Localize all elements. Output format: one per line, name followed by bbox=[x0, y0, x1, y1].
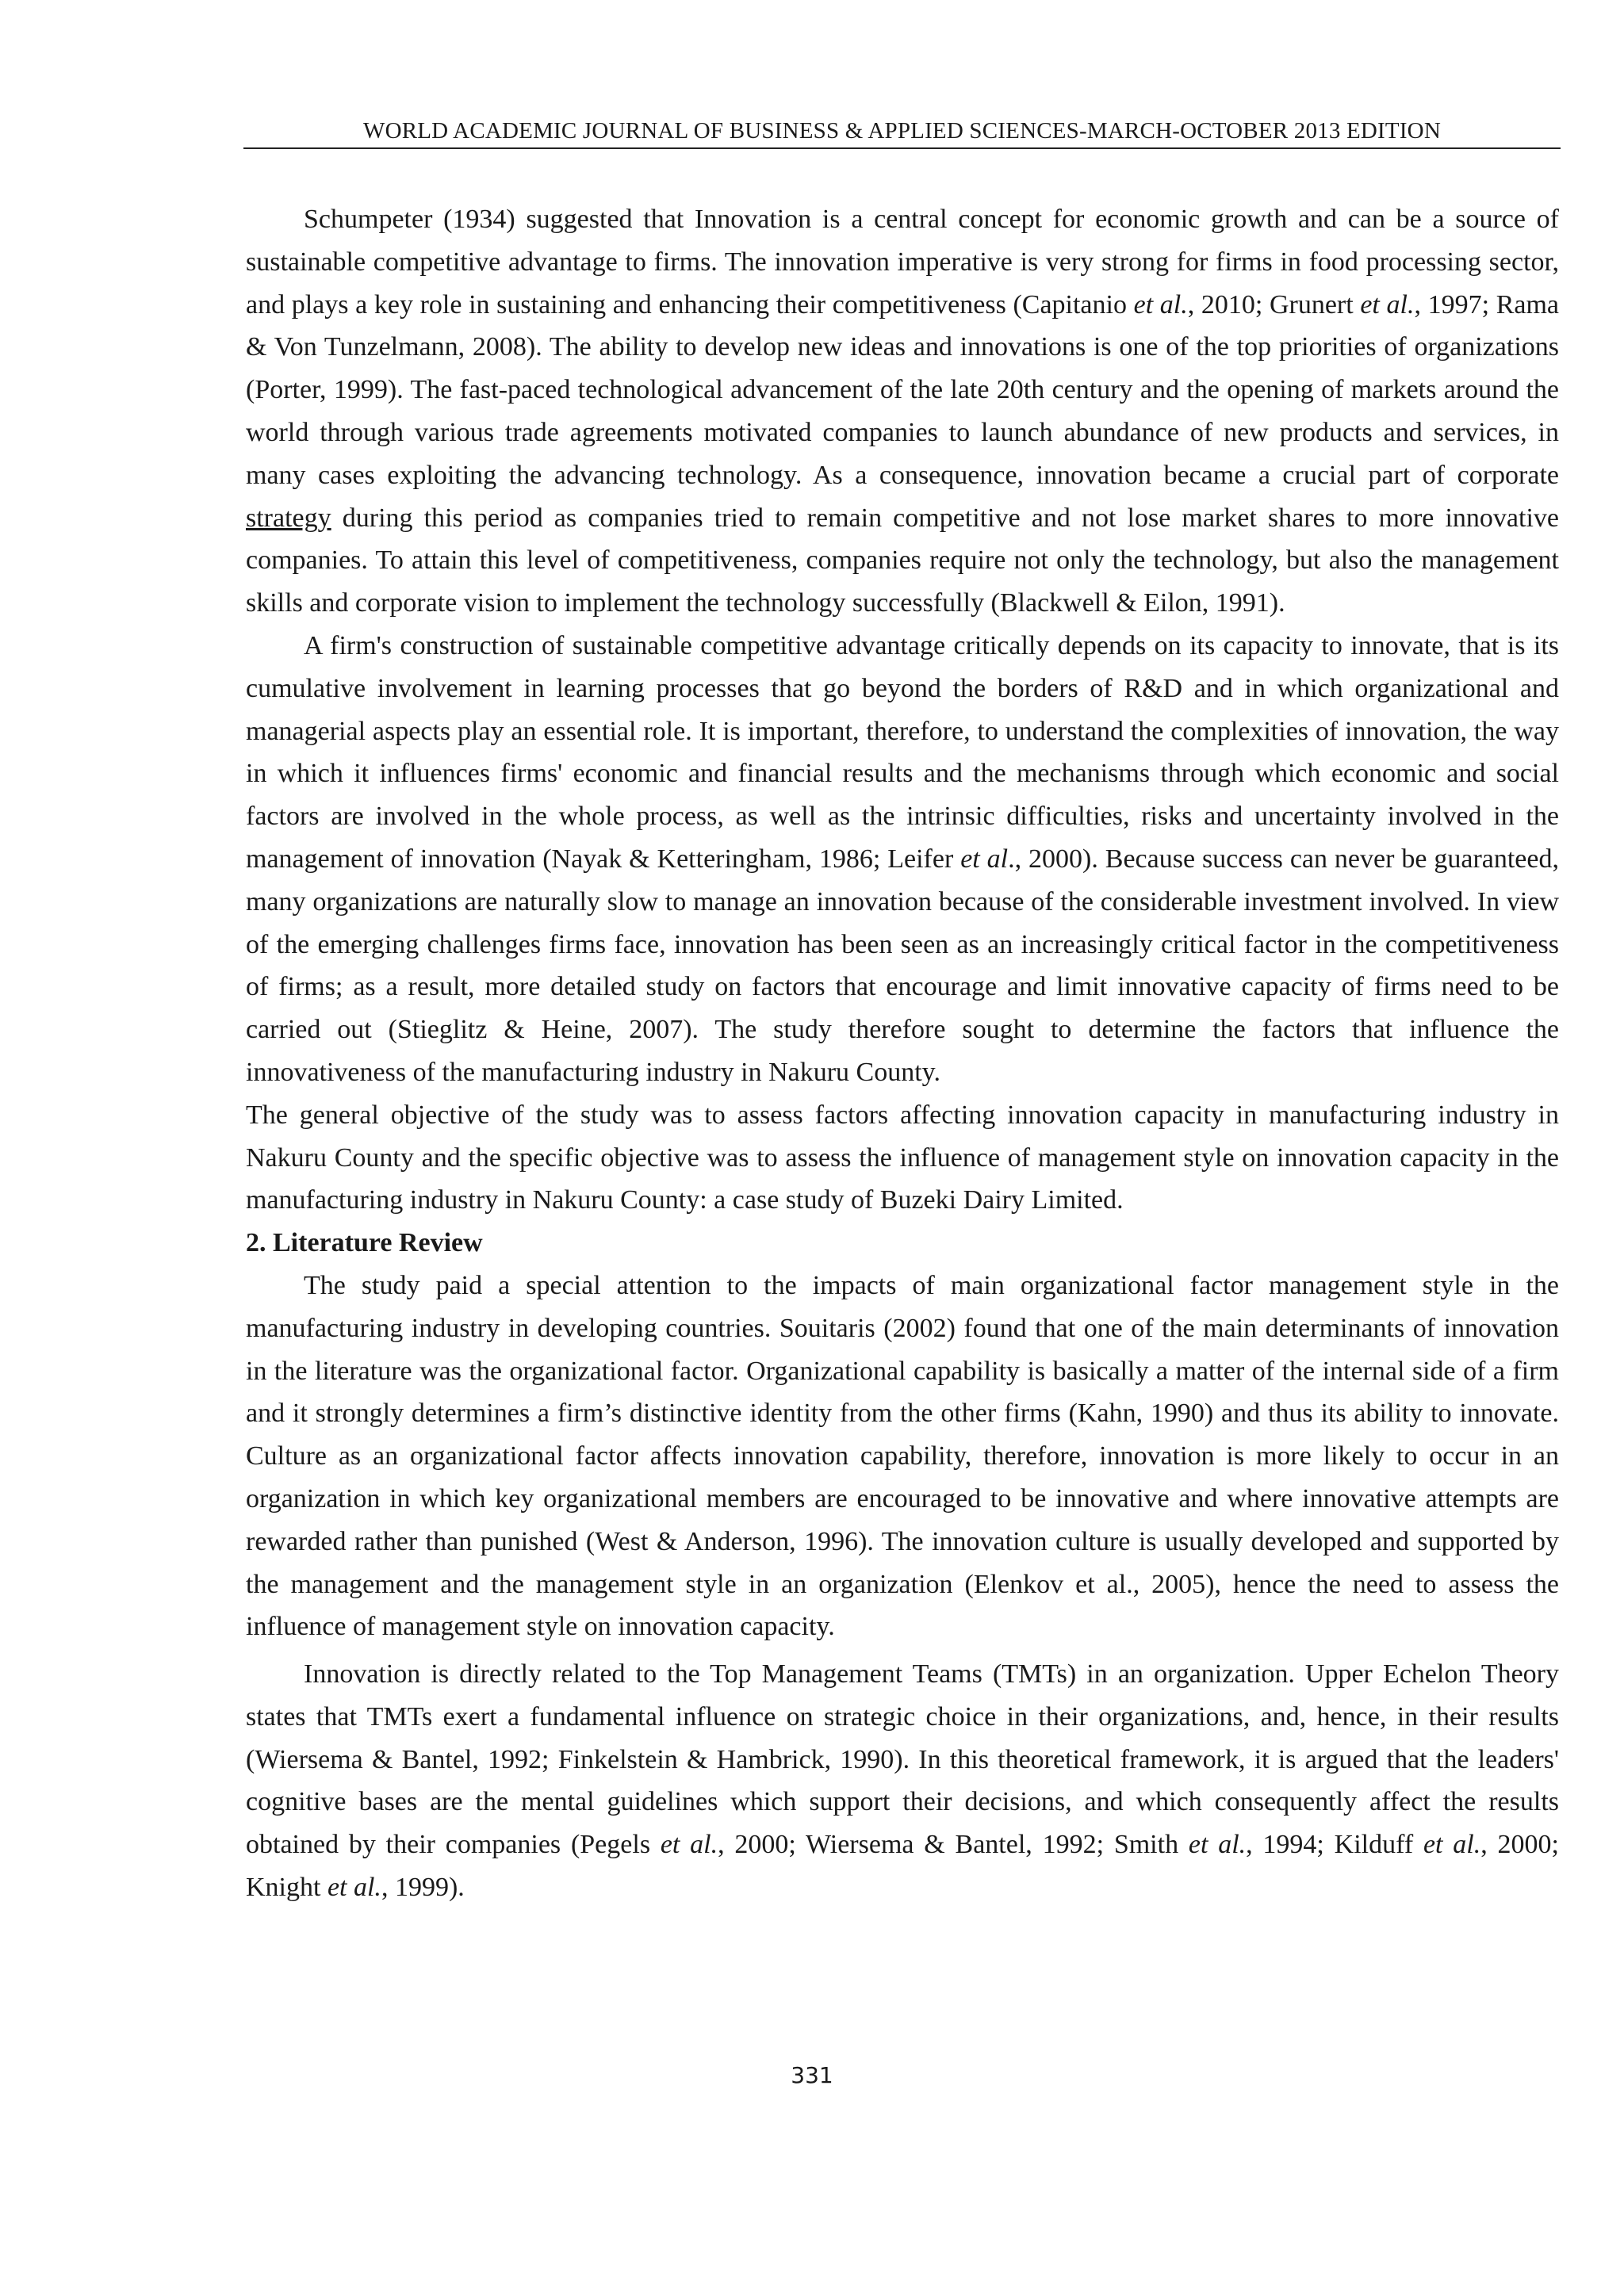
text-run: Schumpeter (1934) suggested that Innovation is a central concept for economic growth and can be a source of sustainable competitive advantage to firms. The innovation imperative is very strong for firms in food processing sector, and plays a key role in sustaining and enhancing their competitiveness (Capitanio bbox=[246, 205, 1559, 320]
journal-header: WORLD ACADEMIC JOURNAL OF BUSINESS & APPLIED SCIENCES-MARCH-OCTOBER 2013 EDITION bbox=[243, 116, 1561, 149]
text-run: ., 2000). Because success can never be guaranteed, many organizations are naturally slow to manage an innovation because of the considerable investment involved. In view of the emerging challenges firms face, innovation has been seen as an increasingly critical factor in the competitiveness of firms; as a result, more detailed study on factors that encourage and limit innovative capacity of firms need to be carried out (Stieglitz & Heine, 2007). The study therefore sought to determine the factors that influence the innovativeness of the manufacturing industry in Nakuru County. bbox=[246, 844, 1559, 1087]
strategy-link[interactable]: strategy bbox=[246, 503, 331, 533]
italic-et-al: et al. bbox=[1423, 1830, 1481, 1860]
text-run: , 1994; Kilduff bbox=[1246, 1830, 1423, 1860]
italic-et-al: et al. bbox=[1188, 1830, 1247, 1860]
text-run: , 2000; Wiersema & Bantel, 1992; Smith bbox=[718, 1830, 1189, 1860]
paragraph-objective: The general objective of the study was to assess factors affecting innovation capacity in manufacturing industry in Nakuru County and the specific objective was to assess the influence of management style on innovation capacity in the manufacturing industry in Nakuru County: a case study of Buzeki Dairy Limited. bbox=[246, 1100, 1559, 1215]
text-run: , 2000; Knight bbox=[246, 1830, 1559, 1903]
article-body bbox=[246, 198, 1559, 1909]
italic-et-al: et al bbox=[960, 844, 1009, 874]
paragraph-literature-review: The study paid a special attention to the impacts of main organizational factor management style in the manufacturing industry in developing countries. Souitaris (2002) found that one of the main determinants of innovation in the literature was the organizational factor. Organizational capability is basically a matter of the internal side of a firm and it strongly determines a firm’s distinctive identity from the other firms (Kahn, 1990) and thus its ability to innovate. Culture as an organizational factor affects innovation capability, therefore, innovation is more likely to occur in an organization in which key organizational members are encouraged to be innovative and where innovative attempts are rewarded rather than punished (West & Anderson, 1996). The innovation culture is usually developed and supported by the management and the management style in an organization (Elenkov et al., 2005), hence the need to assess the influence of management style on innovation capacity. bbox=[246, 1270, 1559, 1642]
paragraph-schumpeter bbox=[246, 198, 1559, 625]
text-run: A firm's construction of sustainable competitive advantage critically depends on its capacity to innovate, that is its cumulative involvement in learning processes that go beyond the borders of R&D and in which organizational and managerial aspects play an essential role. It is important, therefore, to understand the complexities of innovation, the way in which it influences firms' economic and financial results and the mechanisms through which economic and social factors are involved in the whole process, as well as the intrinsic difficulties, risks and uncertainty involved in the management of innovation (Nayak & Ketteringham, 1986; Leifer bbox=[246, 630, 1559, 874]
section-heading-literature-review: 2. Literature Review bbox=[246, 1228, 483, 1258]
italic-et-al: et al. bbox=[1360, 289, 1415, 320]
text-run: , 2010; Grunert bbox=[1187, 289, 1361, 320]
text-run: Innovation is directly related to the Top Management Teams (TMTs) in an organization. Upper Echelon Theory states that TMTs exert a fundamental influence on strategic choice in their organizations, and, hence, in their results (Wiersema & Bantel, 1992; Finkelstein & Hambrick, 1990). In this theoretical framework, it is argued that the leaders' cognitive bases are the mental guidelines which support their decisions, and which consequently affect the results obtained by their companies (Pegels bbox=[246, 1659, 1559, 1860]
italic-et-al: et al. bbox=[660, 1830, 718, 1860]
paragraph-top-management-teams bbox=[246, 1653, 1559, 1909]
italic-et-al: et al. bbox=[1133, 289, 1188, 320]
text-run: , 1997; Rama & Von Tunzelmann, 2008). The ability to develop new ideas and innovations is one of the top priorities of organizations (Porter, 1999). The fast-paced technological advancement of the late 20th century and the opening of markets around the world through various trade agreements motivated companies to launch abundance of new products and services, in many cases exploiting the advancing technology. As a consequence, innovation became a crucial part of corporate bbox=[246, 289, 1559, 490]
text-run: , 1999). bbox=[381, 1873, 465, 1903]
page-number: 331 bbox=[791, 2062, 833, 2088]
text-run: during this period as companies tried to remain competitive and not lose market shares to more innovative companies. To attain this level of competitiveness, companies require not only the technology, but also the management skills and corporate vision to implement the technology successfully (Blackwell & Eilon, 1991). bbox=[246, 503, 1559, 618]
italic-et-al: et al. bbox=[327, 1873, 381, 1903]
paragraph-competitive-advantage bbox=[246, 625, 1559, 1094]
